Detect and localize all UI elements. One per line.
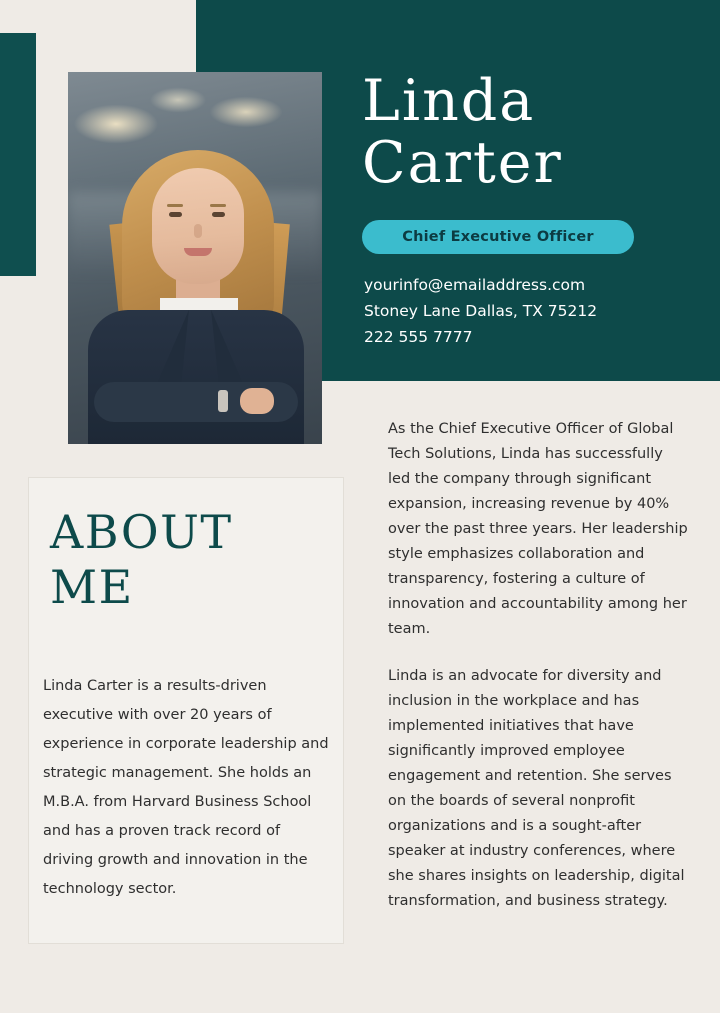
job-title-label: Chief Executive Officer (402, 229, 594, 245)
job-title-badge (362, 220, 634, 254)
contact-address: Stoney Lane Dallas, TX 75212 (364, 302, 598, 320)
portrait-eye-right (212, 212, 225, 217)
portrait-brow-right (210, 204, 226, 207)
about-text: Linda Carter is a results-driven executive with over 20 years of experience in corporate leadership and strategic management. She holds an M.B.A. from Harvard Business School and has a proven track record of driving growth and innovation in the technology sector. (43, 678, 329, 897)
portrait-brow-left (167, 204, 183, 207)
first-name: Linda (362, 68, 536, 134)
biography-paragraph-1: As the Chief Executive Officer of Global Tech Solutions, Linda has successfully led the company through significant expansion, increasing revenue by 40% over the past three years. Her leadership style emphasizes collaboration and transparency, fostering a culture of innovation and accountability among her team. (388, 421, 688, 637)
about-heading (50, 505, 340, 615)
contact-email[interactable]: yourinfo@emailaddress.com (364, 276, 586, 294)
portrait-nose (194, 224, 202, 238)
contact-phone[interactable]: 222 555 7777 (364, 328, 473, 346)
biography-paragraph-2: Linda is an advocate for diversity and inclusion in the workplace and has implemented initiatives that have significantly improved employee engagement and retention. She serves on the boards of several nonprofit organizations and is a sought-after speaker at industry conferences, where she shares insights on leadership, digital transformation, and business strategy. (388, 668, 685, 909)
biography-column (388, 417, 688, 936)
portrait-watch (218, 390, 228, 412)
about-heading-line2: ME (50, 560, 134, 614)
portrait-eye-left (169, 212, 182, 217)
portrait-hand (240, 388, 274, 414)
page-title (362, 70, 702, 194)
left-accent-block (0, 33, 36, 276)
contact-block (364, 272, 597, 350)
portrait-blazer (88, 310, 304, 444)
about-heading-line1: ABOUT (50, 505, 233, 559)
portrait-mouth (184, 248, 212, 256)
last-name: Carter (362, 130, 563, 196)
portrait-photo (68, 72, 322, 444)
